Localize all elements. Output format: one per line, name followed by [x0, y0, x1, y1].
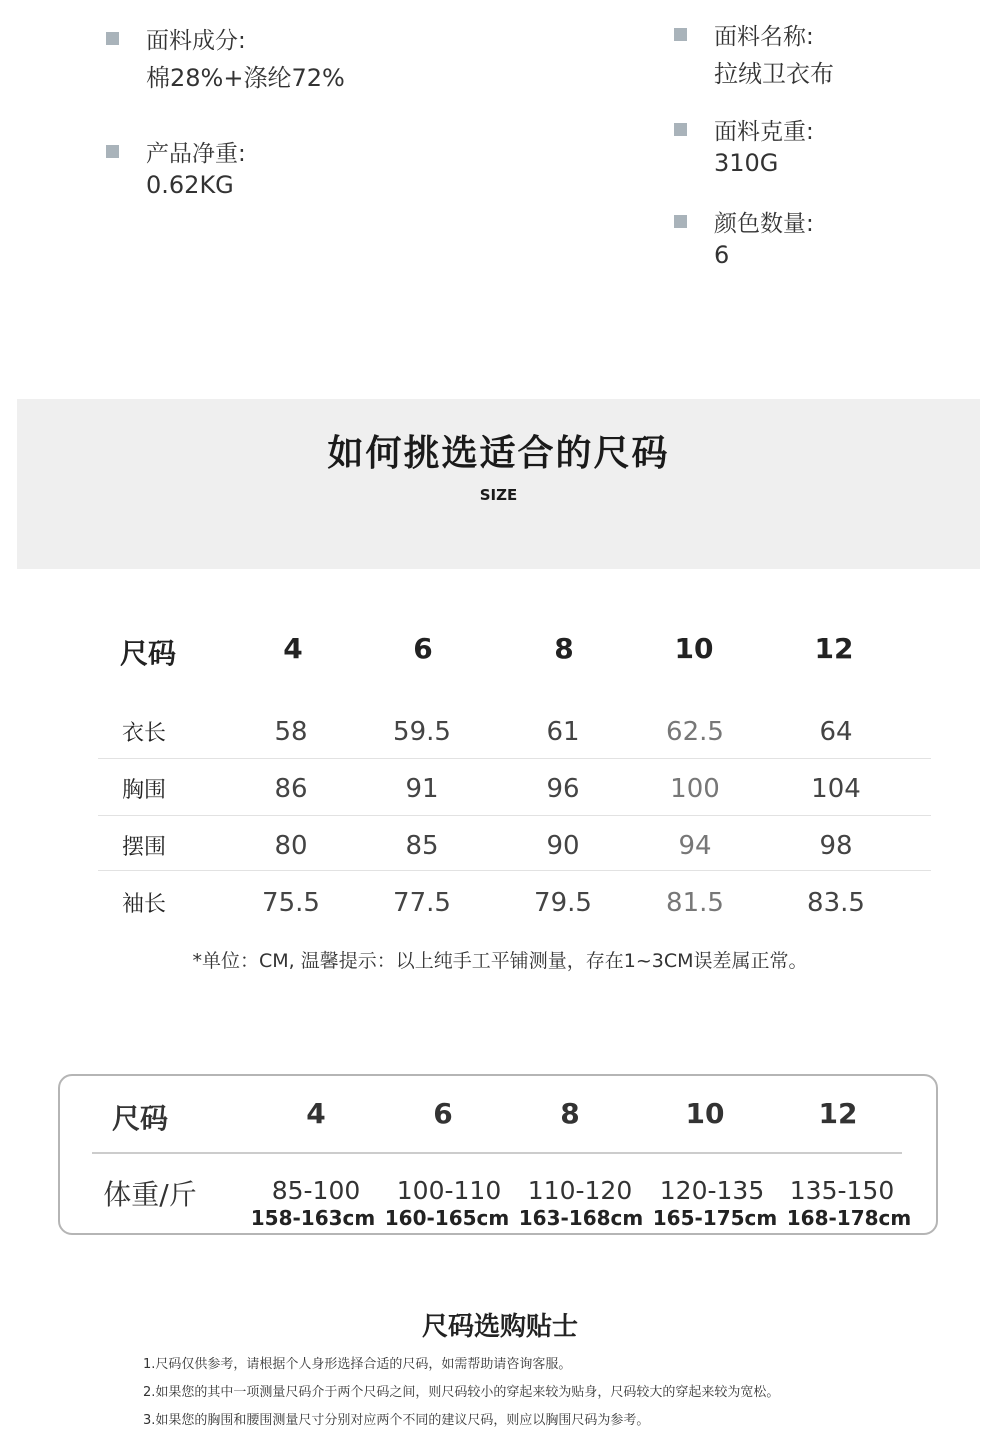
size-table-header-label: 尺码	[119, 637, 176, 670]
height-value: 168-178cm	[786, 1206, 912, 1230]
size-table-header-size: 10	[674, 632, 714, 665]
table-cell: 81.5	[666, 888, 724, 918]
weight-table-header-size: 4	[306, 1097, 326, 1130]
tip-item: 3.如果您的胸围和腰围测量尺寸分别对应两个不同的建议尺码，则应以胸围尺码为参考。	[143, 1413, 650, 1428]
spec-value: 拉绒卫衣布	[714, 60, 834, 88]
banner-subtitle: SIZE	[479, 486, 518, 504]
spec-value: 棉28%+涤纶72%	[146, 64, 345, 92]
table-cell: 75.5	[262, 888, 320, 918]
weight-table-header-size: 10	[685, 1097, 725, 1130]
spec-label: 面料成分:	[146, 28, 246, 54]
weight-table-header-size: 8	[560, 1097, 580, 1130]
box-divider	[92, 1152, 902, 1154]
square-bullet-icon	[674, 28, 687, 41]
row-divider	[98, 758, 931, 759]
weight-table-header-label: 尺码	[111, 1102, 168, 1135]
table-cell: 91	[405, 774, 439, 804]
table-cell: 96	[546, 774, 580, 804]
weight-value: 120-135	[659, 1176, 765, 1205]
square-bullet-icon	[674, 215, 687, 228]
weight-table-header-size: 12	[818, 1097, 858, 1130]
table-cell: 98	[819, 831, 853, 861]
row-label-hem: 摆围	[122, 835, 167, 860]
table-cell: 85	[405, 831, 439, 861]
height-value: 158-163cm	[250, 1206, 376, 1230]
table-cell: 58	[274, 717, 308, 747]
square-bullet-icon	[106, 32, 119, 45]
row-divider	[98, 870, 931, 871]
size-table-header-size: 6	[413, 632, 433, 665]
tip-item: 1.尺码仅供参考，请根据个人身形选择合适的尺码，如需帮助请咨询客服。	[143, 1357, 572, 1372]
table-cell: 80	[274, 831, 308, 861]
tip-item: 2.如果您的其中一项测量尺码介于两个尺码之间，则尺码较小的穿起来较为贴身，尺码较大的穿起来较为宽松。	[143, 1385, 780, 1400]
weight-value: 85-100	[271, 1176, 361, 1205]
spec-value: 6	[714, 241, 730, 269]
table-cell: 77.5	[393, 888, 451, 918]
table-cell: 59.5	[393, 717, 451, 747]
tips-title: 尺码选购贴士	[421, 1312, 578, 1342]
size-guide-banner	[17, 399, 980, 569]
row-label-chest: 胸围	[122, 778, 167, 803]
row-label-length: 衣长	[122, 721, 167, 746]
table-cell: 90	[546, 831, 580, 861]
size-table-header-size: 8	[554, 632, 574, 665]
table-cell: 62.5	[666, 717, 724, 747]
row-label-sleeve: 袖长	[122, 892, 167, 917]
square-bullet-icon	[674, 123, 687, 136]
weight-value: 110-120	[527, 1176, 633, 1205]
spec-label: 颜色数量:	[714, 211, 814, 237]
square-bullet-icon	[106, 145, 119, 158]
height-value: 160-165cm	[384, 1206, 510, 1230]
table-cell: 86	[274, 774, 308, 804]
spec-label: 产品净重:	[146, 141, 246, 167]
size-table-header-size: 4	[283, 632, 303, 665]
spec-value: 0.62KG	[146, 171, 234, 199]
weight-value: 135-150	[789, 1176, 895, 1205]
weight-table-header-size: 6	[433, 1097, 453, 1130]
table-cell: 94	[678, 831, 712, 861]
table-cell: 79.5	[534, 888, 592, 918]
size-table-header-size: 12	[814, 632, 854, 665]
table-cell: 61	[546, 717, 580, 747]
table-cell: 83.5	[807, 888, 865, 918]
height-value: 165-175cm	[652, 1206, 778, 1230]
spec-label: 面料克重:	[714, 119, 814, 145]
row-divider	[98, 815, 931, 816]
table-cell: 100	[670, 774, 720, 804]
table-cell: 64	[819, 717, 853, 747]
spec-label: 面料名称:	[714, 24, 814, 50]
table-cell: 104	[811, 774, 861, 804]
banner-title: 如何挑选适合的尺码	[327, 433, 670, 474]
spec-value: 310G	[714, 149, 779, 177]
height-value: 163-168cm	[518, 1206, 644, 1230]
weight-row-label: 体重/斤	[103, 1178, 197, 1211]
weight-value: 100-110	[396, 1176, 502, 1205]
measurement-note: *单位：CM, 温馨提示：以上纯手工平铺测量，存在1~3CM误差属正常。	[192, 950, 808, 972]
